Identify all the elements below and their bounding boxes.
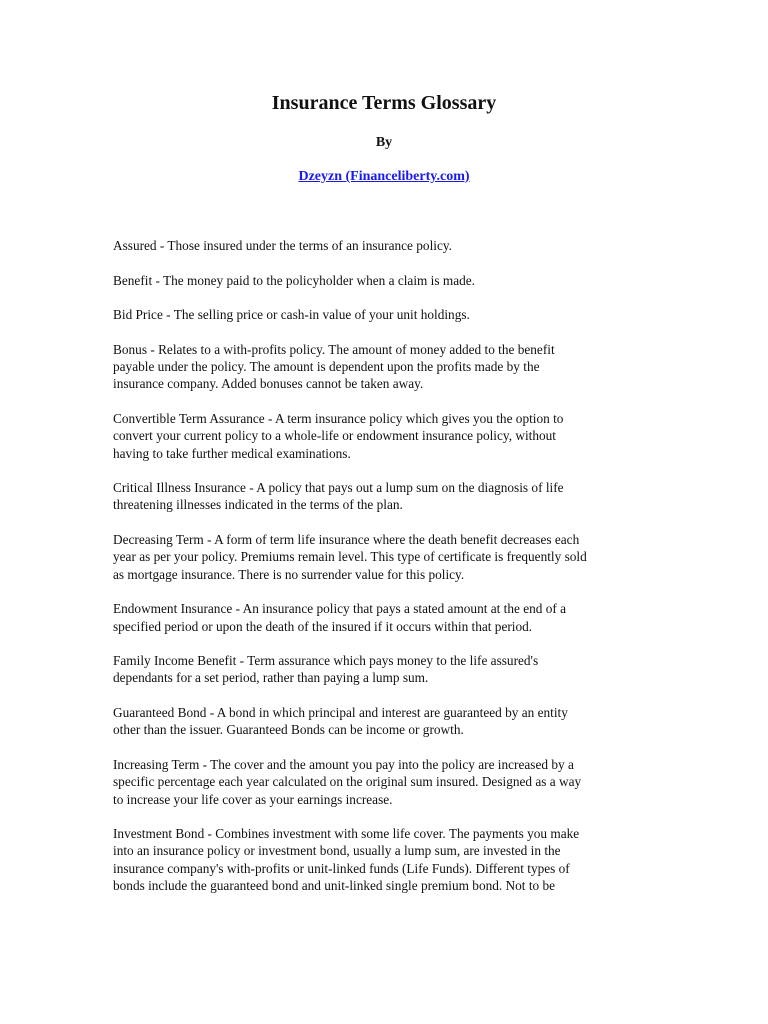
entry-line: Bid Price - The selling price or cash-in value of your unit holdings. xyxy=(113,307,470,323)
entry-line: dependants for a set period, rather than paying a lump sum. xyxy=(113,670,429,686)
glossary-entry xyxy=(113,600,641,635)
glossary-entry xyxy=(113,825,641,894)
glossary-entry xyxy=(113,306,641,323)
glossary-entry xyxy=(113,237,641,254)
glossary-entry xyxy=(113,531,641,583)
entry-line: Decreasing Term - A form of term life insurance where the death benefit decreases each xyxy=(113,532,580,548)
glossary-entries xyxy=(113,237,641,912)
entry-line: Investment Bond - Combines investment with some life cover. The payments you make xyxy=(113,826,580,842)
glossary-entry xyxy=(113,272,641,289)
entry-line: having to take further medical examinations. xyxy=(113,445,351,461)
author-line xyxy=(0,168,768,186)
entry-line: specified period or upon the death of the insured if it occurs within that period. xyxy=(113,618,533,634)
glossary-entry xyxy=(113,341,641,393)
entry-line: insurance company. Added bonuses cannot be taken away. xyxy=(113,376,424,392)
glossary-entry xyxy=(113,479,641,514)
entry-line: specific percentage each year calculated on the original sum insured. Designed as a way xyxy=(113,774,582,790)
entry-line: into an insurance policy or investment bond, usually a lump sum, are invested in the xyxy=(113,843,561,859)
entry-line: Bonus - Relates to a with-profits policy. The amount of money added to the benefit xyxy=(113,341,555,357)
entry-line: Assured - Those insured under the terms of an insurance policy. xyxy=(113,238,452,253)
entry-line: as mortgage insurance. There is no surrender value for this policy. xyxy=(113,566,465,582)
entry-line: other than the issuer. Guaranteed Bonds can be income or growth. xyxy=(113,722,464,738)
glossary-entry xyxy=(113,652,641,687)
glossary-entry xyxy=(113,756,641,808)
author-link[interactable]: Dzeyzn (Financeliberty.com) xyxy=(298,169,470,184)
entry-line: year as per your policy. Premiums remain level. This type of certificate is frequently sold xyxy=(113,549,587,565)
entry-line: insurance company's with-profits or unit-linked funds (Life Funds). Different types of xyxy=(113,860,570,876)
entry-line: Critical Illness Insurance - A policy that pays out a lump sum on the diagnosis of life xyxy=(113,480,564,496)
entry-line: payable under the policy. The amount is dependent upon the profits made by the xyxy=(113,359,540,375)
entry-line: Endowment Insurance - An insurance policy that pays a stated amount at the end of a xyxy=(113,601,567,617)
entry-line: bonds include the guaranteed bond and unit-linked single premium bond. Not to be xyxy=(113,877,556,893)
entry-line: convert your current policy to a whole-life or endowment insurance policy, without xyxy=(113,428,556,444)
glossary-entry xyxy=(113,410,641,462)
entry-line: Benefit - The money paid to the policyholder when a claim is made. xyxy=(113,272,475,288)
glossary-entry xyxy=(113,704,641,739)
entry-line: Family Income Benefit - Term assurance which pays money to the life assured's xyxy=(113,653,539,669)
byline: By xyxy=(375,135,393,150)
entry-line: Guaranteed Bond - A bond in which principal and interest are guaranteed by an entity xyxy=(113,705,568,721)
document-title: Insurance Terms Glossary xyxy=(271,92,497,114)
entry-line: Convertible Term Assurance - A term insurance policy which gives you the option to xyxy=(113,410,564,426)
entry-line: threatening illnesses indicated in the terms of the plan. xyxy=(113,497,403,513)
entry-line: to increase your life cover as your earnings increase. xyxy=(113,791,393,807)
entry-line: Increasing Term - The cover and the amount you pay into the policy are increased by a xyxy=(113,756,574,772)
